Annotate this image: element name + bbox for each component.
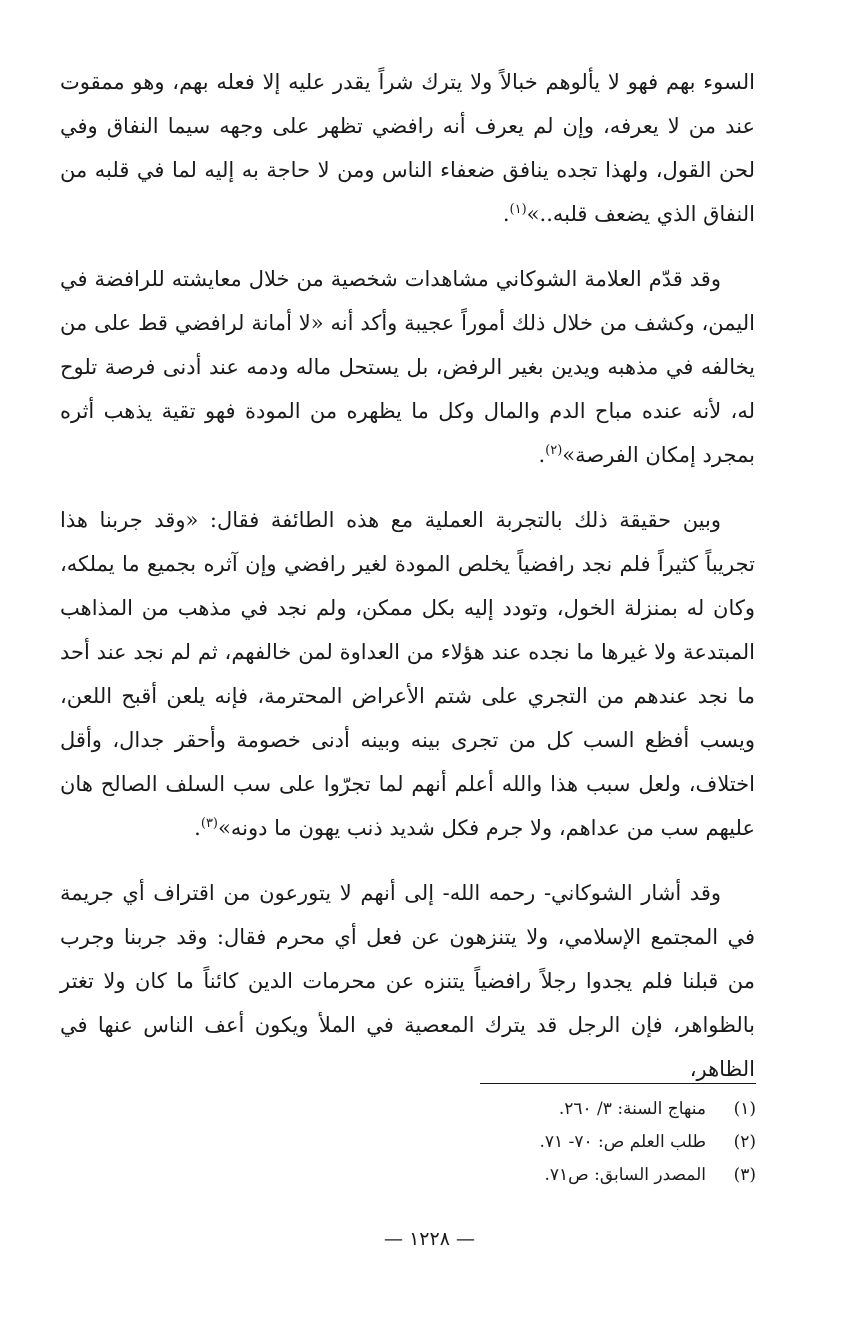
footnote-ref-3: (٣): [200, 816, 218, 831]
footnote-ref-1: (١): [509, 202, 527, 217]
footnote-ref-2: (٢): [545, 443, 563, 458]
footnote-3: [60, 1159, 756, 1192]
footnote-number: (٣): [733, 1165, 756, 1185]
footnote-number: (١): [733, 1099, 756, 1119]
footnote-text: المصدر السابق: ص٧١.: [544, 1165, 706, 1185]
footnote-text: طلب العلم ص: ٧٠- ٧١.: [539, 1132, 706, 1152]
main-text: [60, 60, 755, 1112]
paragraph-1: السوء بهم فهو لا يألوهم خبالاً ولا يترك شراً يقدر عليه إلا فعله بهم، وهو ممقوت عند من لا يعرفه، وإن لم يعرف أنه رافضي تظهر على وجهه سيما النفاق وفي لحن القول، ولهذا تجده ينافق ضعفاء الناس ومن لا حاجة به إليه لما في قلبه من النفاق الذي يضعف قلبه..»$^{(١)}$.: [60, 70, 755, 226]
footnotes: [60, 1093, 756, 1192]
footnote-2: [60, 1126, 756, 1159]
paragraph-2: وقد قدّم العلامة الشوكاني مشاهدات شخصية من خلال معايشته للرافضة في اليمن، وكشف من خلال ذلك أموراً عجيبة وأكد أنه «لا أمانة لرافضي قط على من يخالفه في مذهبه ويدين بغير الرفض، بل يستحل ماله ودمه عند أدنى فرصة تلوح له، لأنه عنده مباح الدم والمال وكل ما يظهره من المودة فهو تقية يذهب أثره بمجرد إمكان الفرصة»$^{(٢)}$.: [60, 267, 755, 467]
footnote-separator: [480, 1083, 756, 1084]
footnote-number: (٢): [733, 1132, 756, 1152]
footnote-text: منهاج السنة: ٣/ ٢٦٠.: [558, 1099, 706, 1119]
footnote-1: [60, 1093, 756, 1126]
page-number: — ١٢٢٨ —: [384, 1228, 475, 1250]
paragraph-3: وبين حقيقة ذلك بالتجربة العملية مع هذه الطائفة فقال: «وقد جربنا هذا تجريباً كثيراً فلم نجد رافضياً يخلص المودة لغير رافضي وإن آثره بجميع ما يملكه، وكان له بمنزلة الخول، وتودد إليه بكل ممكن، ولم نجد في مذهب من المذاهب المبتدعة ولا غيرها ما نجده عند هؤلاء من العداوة لمن خالفهم، ثم لم نجد عند أحد ما نجد عندهم من التجري على شتم الأعراض المحترمة، فإنه يلعن أقبح اللعن، ويسب أفظع السب كل من تجرى بينه وبينه أدنى خصومة وأحقر جدال، وأقل اختلاف، ولعل سبب هذا والله أعلم أنهم لما تجرّوا على سب السلف الصالح هان عليهم سب من عداهم، ولا جرم فكل شديد ذنب يهون ما دونه»$^{(٣)}$.: [60, 508, 755, 840]
paragraph-4: وقد أشار الشوكاني- رحمه الله- إلى أنهم لا يتورعون من اقتراف أي جريمة في المجتمع الإسلامي، ولا يتنزهون عن فعل أي محرم فقال: وقد جربنا وجرب من قبلنا فلم يجدوا رجلاً رافضياً يتنزه عن محرمات الدين كائناً ما كان ولا تغتر بالظواهر، فإن الرجل قد يترك المعصية في الملأ ويكون أعف الناس عنها في الظاهر،: [60, 881, 755, 1081]
